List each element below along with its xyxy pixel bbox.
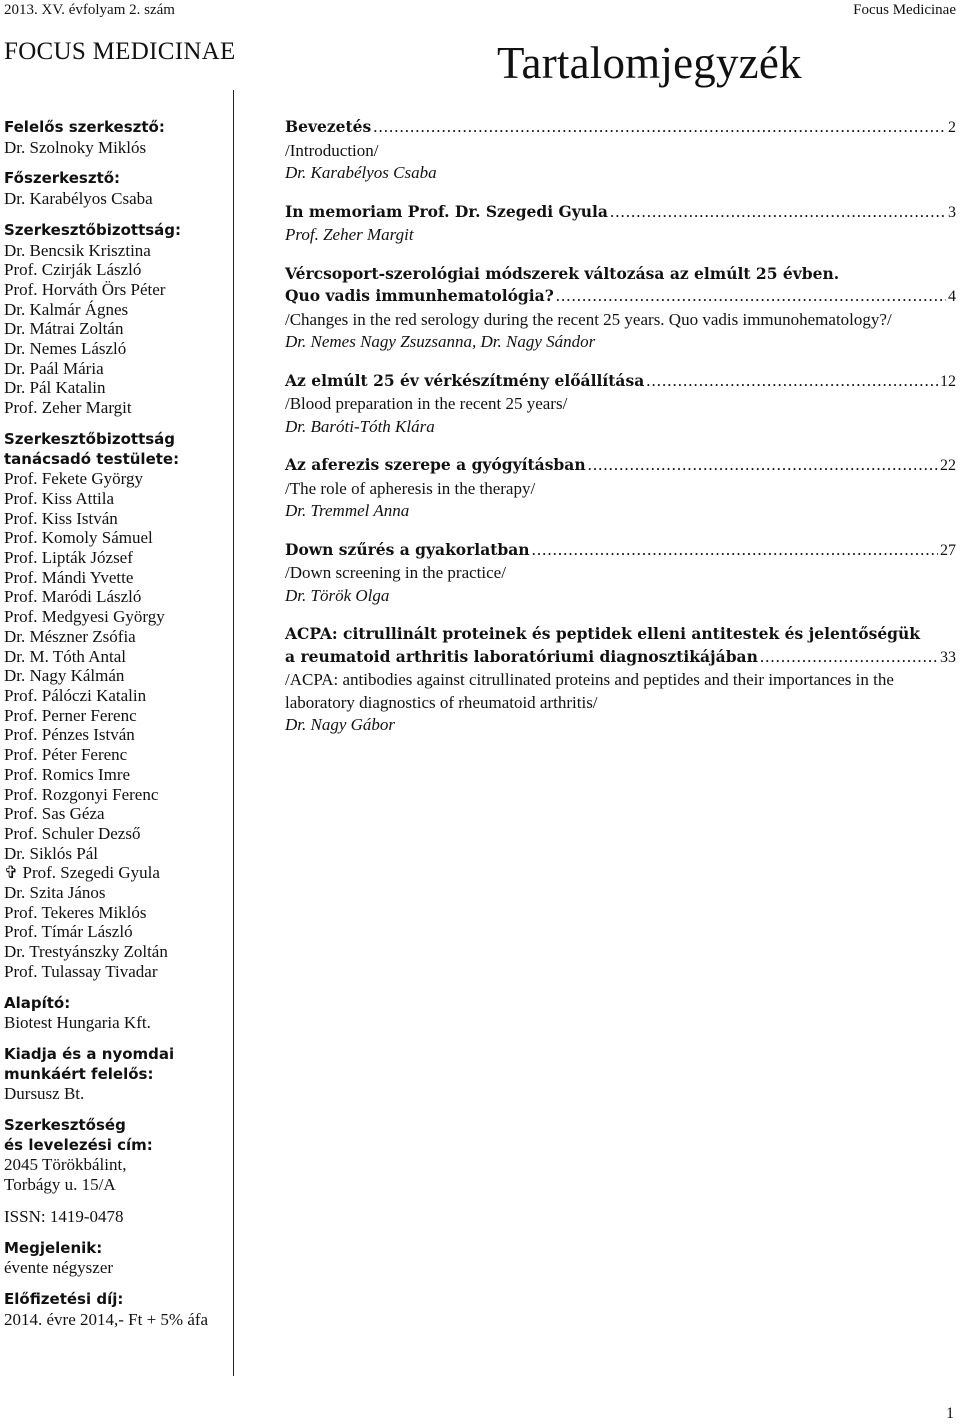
founder-name: Biotest Hungaria Kft. [4,1013,151,1033]
toc-entry-subtitle: /The role of apheresis in the therapy/ [285,478,536,498]
table-of-contents [285,116,956,753]
dot-leader [588,454,938,477]
board-member-name: Prof. Péter Ferenc [4,745,128,765]
address-line-1: 2045 Törökbálint, [4,1155,127,1175]
board-member-name: Prof. Mándi Yvette [4,567,134,587]
dot-leader [646,370,938,393]
board-member-name: Prof. Pénzes István [4,725,135,745]
toc-entry-author: Dr. Nagy Gábor [285,715,396,734]
toc-entry-title-first-line: ACPA: citrullinált proteinek és peptidek elleni antitestek és jelentőségük [285,624,921,643]
toc-entry-subtitle: /ACPA: antibodies against citrullinated proteins and peptides and their importances in the laboratory diagnostics of rheumatoid arthritis/ [285,670,894,712]
toc-entry-down-screening[interactable] [285,539,956,608]
board-member-name: Prof. Komoly Sámuel [4,528,153,548]
dot-leader [760,646,938,669]
toc-page-number: 22 [940,457,956,474]
editorial-board-label: Szerkesztőbizottság: [4,220,182,239]
editorial-board-list [4,241,234,418]
frequency-label: Megjelenik: [4,1238,103,1257]
toc-entry-title-first-line: Vércsoport-szerológiai módszerek változása az elmúlt 25 évben. [285,263,840,283]
board-member-name: Dr. Bencsik Krisztina [4,240,151,260]
board-member-name: Dr. M. Tóth Antal [4,646,126,666]
publisher-name: Dursusz Bt. [4,1084,85,1104]
founder-group [4,994,234,1033]
toc-entry-in-memoriam[interactable] [285,201,956,247]
subscription-value: 2014. évre 2014,- Ft + 5% áfa [4,1309,209,1329]
board-member-name: Dr. Szita János [4,883,106,903]
editorial-sidebar [4,118,234,1341]
toc-page-number: 2 [948,119,956,136]
journal-name: FOCUS MEDICINAE [4,38,236,65]
board-member-name: Prof. Czirják László [4,260,142,280]
toc-entry-introduction[interactable] [285,116,956,185]
board-member-name: Prof. Kiss Attila [4,488,115,508]
publisher-label-2: munkáért felelős: [4,1064,154,1083]
board-member-name: Dr. Nagy Kálmán [4,666,125,686]
advisory-board-label-2: tanácsadó testülete: [4,449,180,468]
board-member-name: Prof. Romics Imre [4,764,131,784]
responsible-editor-name: Dr. Szolnoky Miklós [4,137,147,157]
board-member-name: Prof. Tekeres Miklós [4,902,147,922]
publisher-label-1: Kiadja és a nyomdai [4,1044,175,1063]
issn: ISSN: 1419-0478 [4,1206,124,1226]
toc-entry-title: Az aferezis szerepe a gyógyításban [285,455,586,474]
toc-entry-subtitle: /Down screening in the practice/ [285,563,506,582]
subscription-label: Előfizetési díj: [4,1289,124,1308]
editor-in-chief-label: Főszerkesztő: [4,169,121,188]
editor-in-chief-name: Dr. Karabélyos Csaba [4,189,153,209]
board-member-name: Prof. Kiss István [4,508,118,528]
toc-entry-author: Dr. Török Olga [285,585,390,605]
dot-leader [556,285,946,308]
subscription-group [4,1290,234,1329]
page-title: Tartalomjegyzék [497,38,802,88]
toc-entry-subtitle: /Introduction/ [285,140,379,160]
board-member-name: Prof. Perner Ferenc [4,705,137,725]
dot-leader [373,116,946,139]
publisher-group [4,1045,234,1104]
address-label-2: és levelezési cím: [4,1135,153,1154]
toc-entry-author: Dr. Tremmel Anna [285,501,410,520]
toc-entry-blood-preparation[interactable] [285,370,956,439]
dot-leader [610,201,946,224]
dot-leader [532,539,938,562]
toc-entry-serology[interactable] [285,263,956,354]
advisory-board-label-1: Szerkesztőbizottság [4,429,176,448]
responsible-editor-label: Felelős szerkesztő: [4,118,165,136]
board-member-name: ✞ Prof. Szegedi Gyula [4,863,160,883]
board-member-name: Dr. Pál Katalin [4,378,106,398]
toc-entry-acpa[interactable] [285,623,956,737]
advisory-board-list [4,469,234,981]
editorial-board-group [4,221,234,418]
toc-entry-subtitle: /Blood preparation in the recent 25 years/ [285,394,568,413]
toc-entry-title: Az elmúlt 25 év vérkészítmény előállítása [285,370,645,390]
toc-entry-author: Prof. Zeher Margit [285,225,414,244]
board-member-name: Prof. Rozgonyi Ferenc [4,784,159,804]
running-header-issue: 2013. XV. évfolyam 2. szám [4,2,175,18]
board-member-name: Dr. Mátrai Zoltán [4,319,124,339]
page-number: 1 [946,1405,954,1422]
toc-entry-title: a reumatoid arthritis laboratóriumi diagnosztikájában [285,646,758,666]
issn-group [4,1207,234,1227]
toc-page-number: 4 [948,288,956,305]
board-member-name: Dr. Trestyánszky Zoltán [4,942,168,962]
toc-entry-title: Quo vadis immunhematológia? [285,286,554,305]
toc-page-number: 33 [940,648,956,666]
board-member-name: Dr. Mészner Zsófia [4,626,136,646]
running-header-journal: Focus Medicinae [853,2,956,18]
board-member-name: Dr. Kalmár Ágnes [4,299,129,319]
board-member-name: Prof. Tulassay Tivadar [4,961,158,981]
board-member-name: Prof. Lipták József [4,548,133,568]
address-group [4,1116,234,1195]
board-member-name: Dr. Nemes László [4,339,127,359]
board-member-name: Prof. Maródi László [4,587,142,607]
board-member-name: Prof. Fekete György [4,469,143,489]
toc-entry-author: Dr. Karabélyos Csaba [285,163,437,182]
board-member-name: Prof. Pálóczi Katalin [4,685,147,705]
board-member-name: Prof. Horváth Örs Péter [4,279,166,299]
address-line-2: Torbágy u. 15/A [4,1175,116,1195]
toc-entry-subtitle: /Changes in the red serology during the recent 25 years. Quo vadis immunohematology?/ [285,309,892,329]
founder-label: Alapító: [4,993,71,1012]
board-member-name: Prof. Schuler Dezső [4,823,141,843]
board-member-name: Dr. Paál Mária [4,358,104,378]
address-label-1: Szerkesztőség [4,1116,126,1135]
board-member-name: Prof. Sas Géza [4,804,105,824]
board-member-name: Prof. Medgyesi György [4,607,165,627]
toc-entry-title: Bevezetés [285,117,372,136]
toc-entry-title: Down szűrés a gyakorlatban [285,539,530,559]
advisory-board-group [4,430,234,982]
toc-page-number: 3 [948,203,956,221]
editor-in-chief-group [4,169,234,208]
toc-entry-author: Dr. Baróti-Tóth Klára [285,416,435,436]
toc-entry-author: Dr. Nemes Nagy Zsuzsanna, Dr. Nagy Sándor [285,332,596,351]
frequency-group [4,1239,234,1278]
board-member-name: Prof. Tímár László [4,922,133,942]
board-member-name: Prof. Zeher Margit [4,398,132,418]
responsible-editor-group [4,118,234,157]
board-member-name: Dr. Siklós Pál [4,843,98,863]
frequency-value: évente négyszer [4,1258,114,1278]
toc-page-number: 12 [940,372,956,390]
toc-entry-apheresis[interactable] [285,454,956,523]
toc-entry-title: In memoriam Prof. Dr. Szegedi Gyula [285,201,608,221]
toc-page-number: 27 [940,541,956,559]
